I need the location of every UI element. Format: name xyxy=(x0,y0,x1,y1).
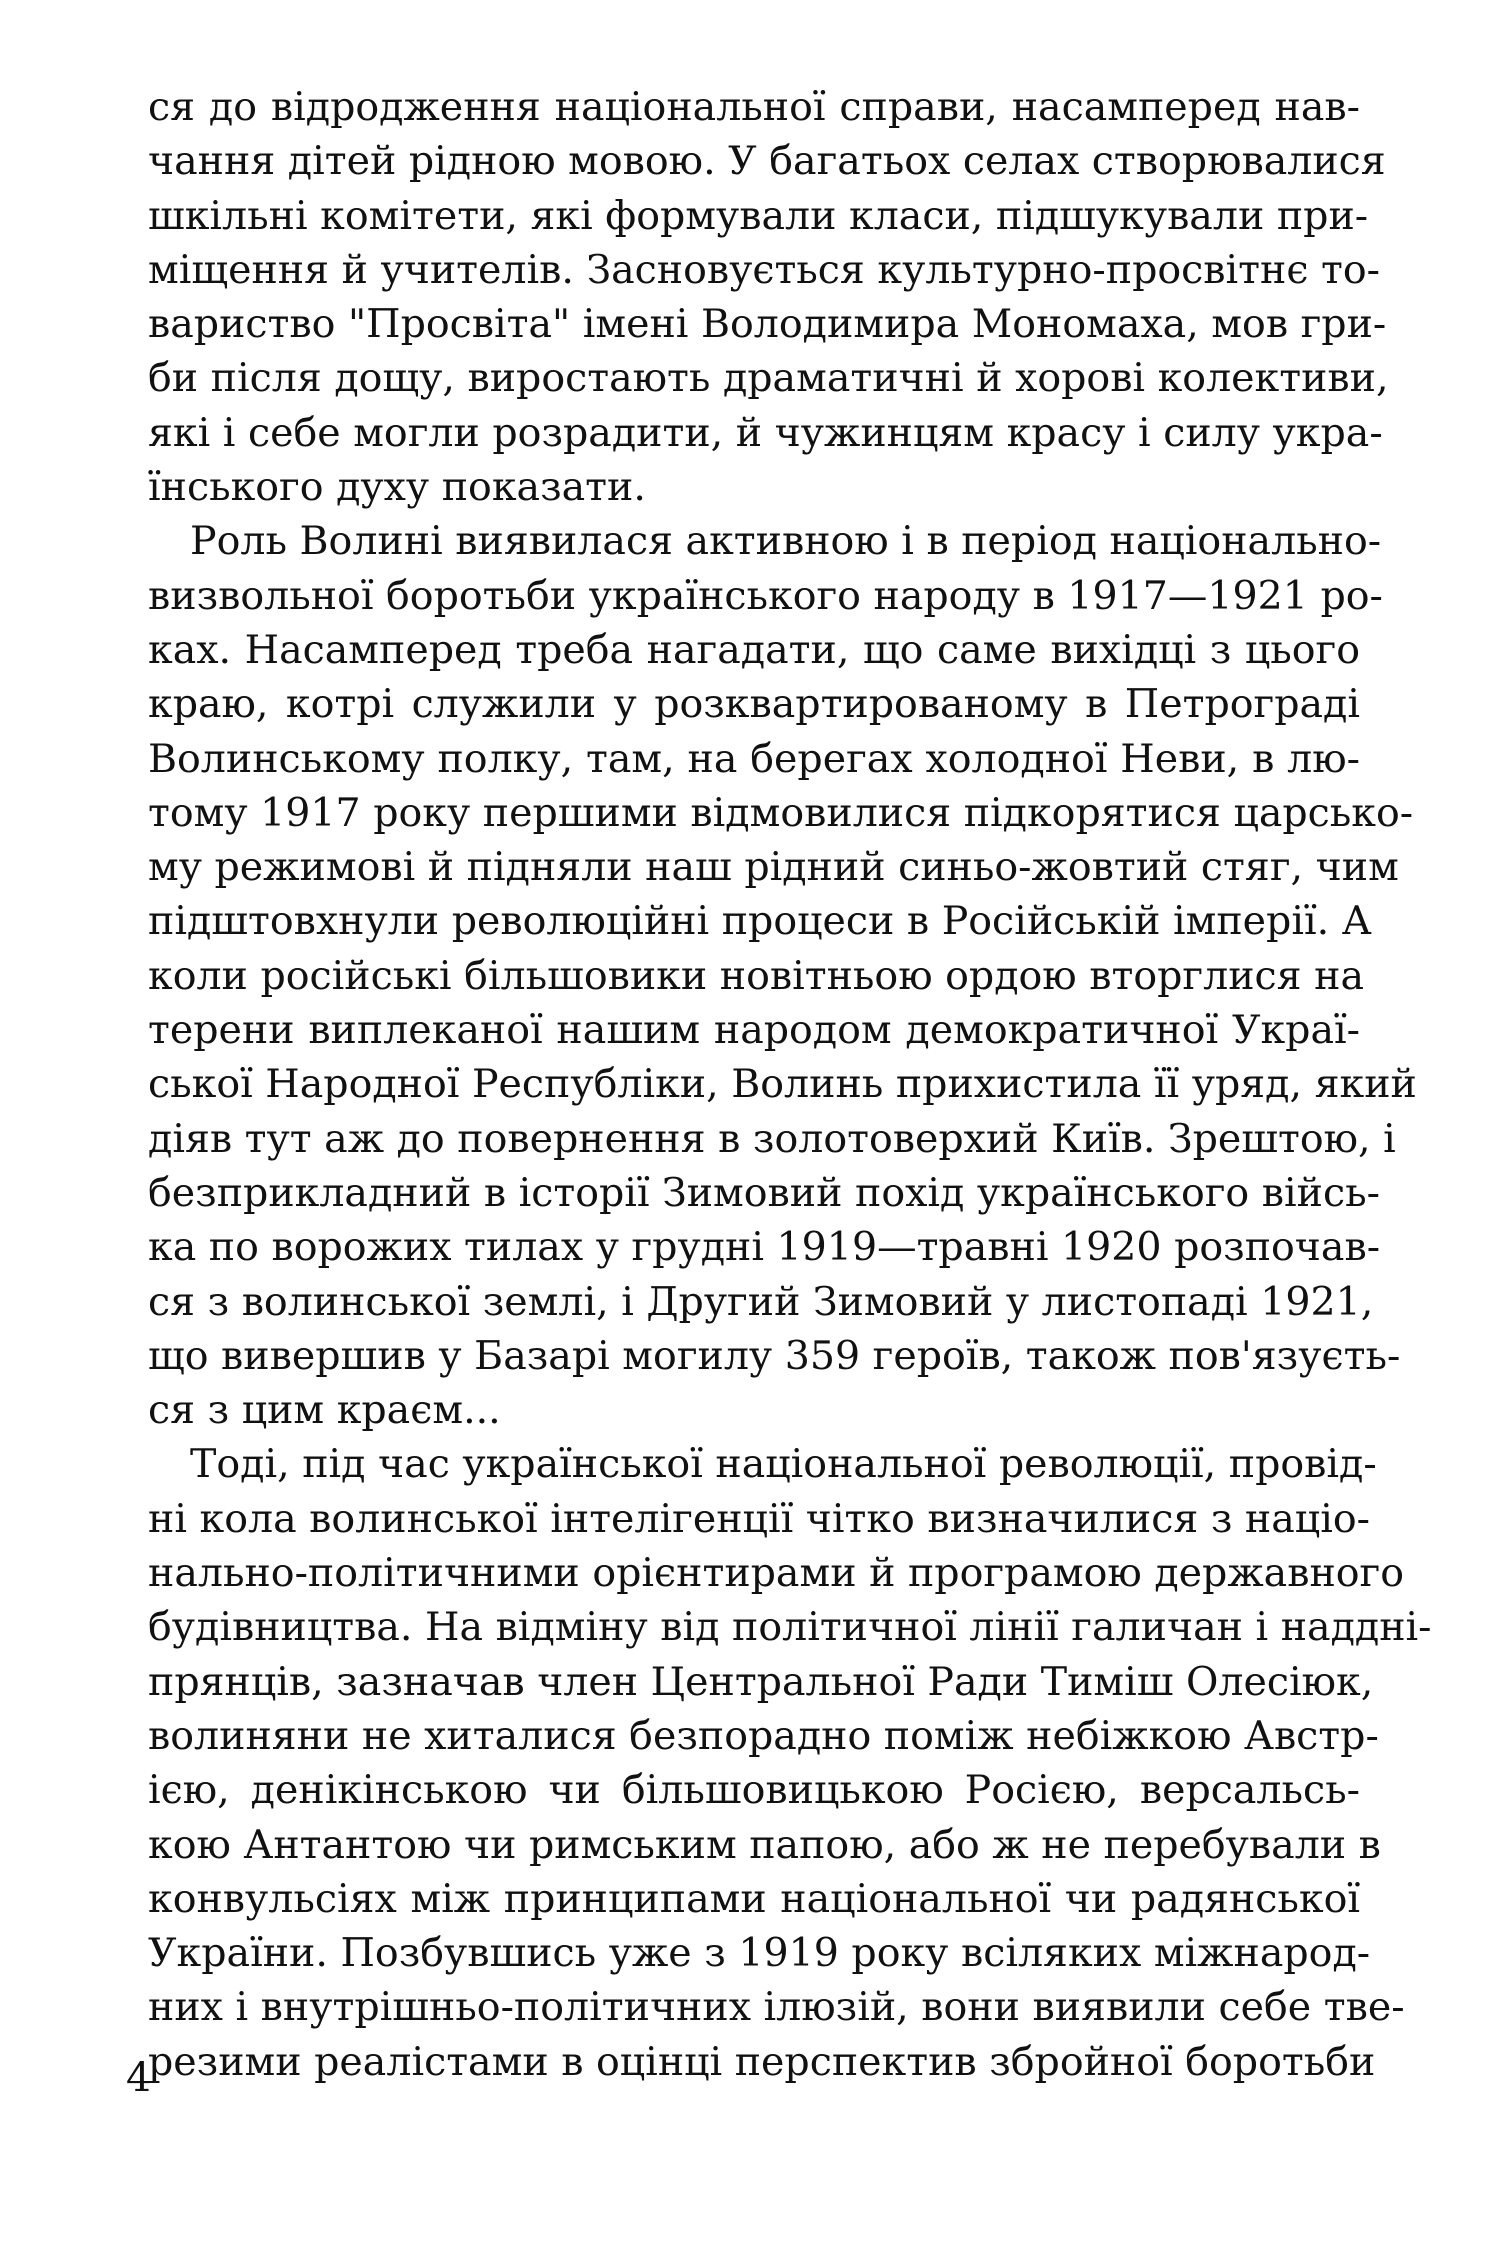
text-line: ією, денікінською чи більшовицькою Росією, версальсь- xyxy=(148,1767,1360,1814)
page-number: 4 xyxy=(126,2055,152,2101)
text-line: би після дощу, виростають драматичні й хорові колективи, xyxy=(148,355,1389,402)
text-line: му режимові й підняли наш рідний синьо-жовтий стяг, чим xyxy=(148,844,1399,891)
text-line: ся з волинської землі, і Другий Зимовий у листопаді 1921, xyxy=(148,1278,1374,1325)
text-line: вариство "Просвіта" імені Володимира Мономаха, мов гри- xyxy=(148,301,1387,348)
text-line: краю, котрі служили у розквартированому в Петрограді xyxy=(148,681,1360,728)
text-line: нально-політичними орієнтирами й програмою державного xyxy=(148,1550,1405,1597)
text-line: які і себе могли розрадити, й чужинцям красу і силу укра- xyxy=(148,409,1383,456)
paragraph xyxy=(148,80,1389,514)
text-line: конвульсіях між принципами національної чи радянської xyxy=(148,1875,1360,1922)
text-line: що вивершив у Базарі могилу 359 героїв, також пов'язуєть- xyxy=(148,1332,1401,1379)
text-line: резими реалістами в оцінці перспектив збройної боротьби xyxy=(148,2038,1376,2085)
text-line: ся до відродження національної справи, насамперед нав- xyxy=(148,84,1360,130)
paragraph xyxy=(148,1437,1432,2089)
text-line: діяв тут аж до повернення в золотоверхий Київ. Зрештою, і xyxy=(148,1115,1396,1162)
text-line: міщення й учителів. Засновується культурно-просвітнє то- xyxy=(148,246,1380,293)
text-line: шкільні комітети, які формували класи, підшукували при- xyxy=(148,192,1369,239)
text-line: ні кола волинської інтелігенції чітко визначилися з націо- xyxy=(148,1495,1370,1542)
paragraph xyxy=(148,514,1417,1437)
text-line: Тоді, під час української національної революції, провід- xyxy=(190,1441,1377,1488)
text-line: ся з цим краєм... xyxy=(148,1387,501,1434)
text-line: чання дітей рідною мовою. У багатьох селах створювалися xyxy=(148,138,1386,185)
text-line: терени виплеканої нашим народом демократичної Украї- xyxy=(148,1007,1360,1054)
text-line: волиняни не хиталися безпорадно поміж небіжкою Австр- xyxy=(148,1712,1379,1759)
text-line: прянців, зазначав член Центральної Ради Тиміш Олесіюк, xyxy=(148,1658,1374,1705)
text-line: ка по ворожих тилах у грудні 1919—травні 1920 розпочав- xyxy=(148,1224,1381,1271)
text-line: ської Народної Республіки, Волинь прихистила її уряд, який xyxy=(148,1061,1417,1108)
text-line: кою Антантою чи римським папою, або ж не перебували в xyxy=(148,1821,1381,1868)
text-line: коли російські більшовики новітньою ордою вторглися на xyxy=(148,952,1364,999)
text-line: України. Позбувшись уже з 1919 року всіляких міжнарод- xyxy=(148,1930,1371,1977)
text-line: ках. Насамперед треба нагадати, що саме вихідці з цього xyxy=(148,626,1360,673)
text-line: їнського духу показати. xyxy=(148,464,646,511)
text-line: підштовхнули революційні процеси в Російській імперії. А xyxy=(148,898,1372,945)
body-text xyxy=(148,80,1432,2089)
text-line: Роль Волині виявилася активною і в період національно- xyxy=(190,518,1382,565)
text-line: визвольної боротьби українського народу в 1917—1921 ро- xyxy=(148,572,1383,619)
text-line: них і внутрішньо-політичних ілюзій, вони виявили себе тве- xyxy=(148,1984,1405,2031)
text-line: Волинському полку, там, на берегах холодної Неви, в лю- xyxy=(148,735,1360,782)
text-line: тому 1917 року першими відмовилися підкорятися царсько- xyxy=(148,789,1414,836)
text-line: будівництва. На відміну від політичної лінії галичан і наддні- xyxy=(148,1604,1432,1651)
text-line: безприкладний в історії Зимовий похід українського війсь- xyxy=(148,1169,1380,1216)
